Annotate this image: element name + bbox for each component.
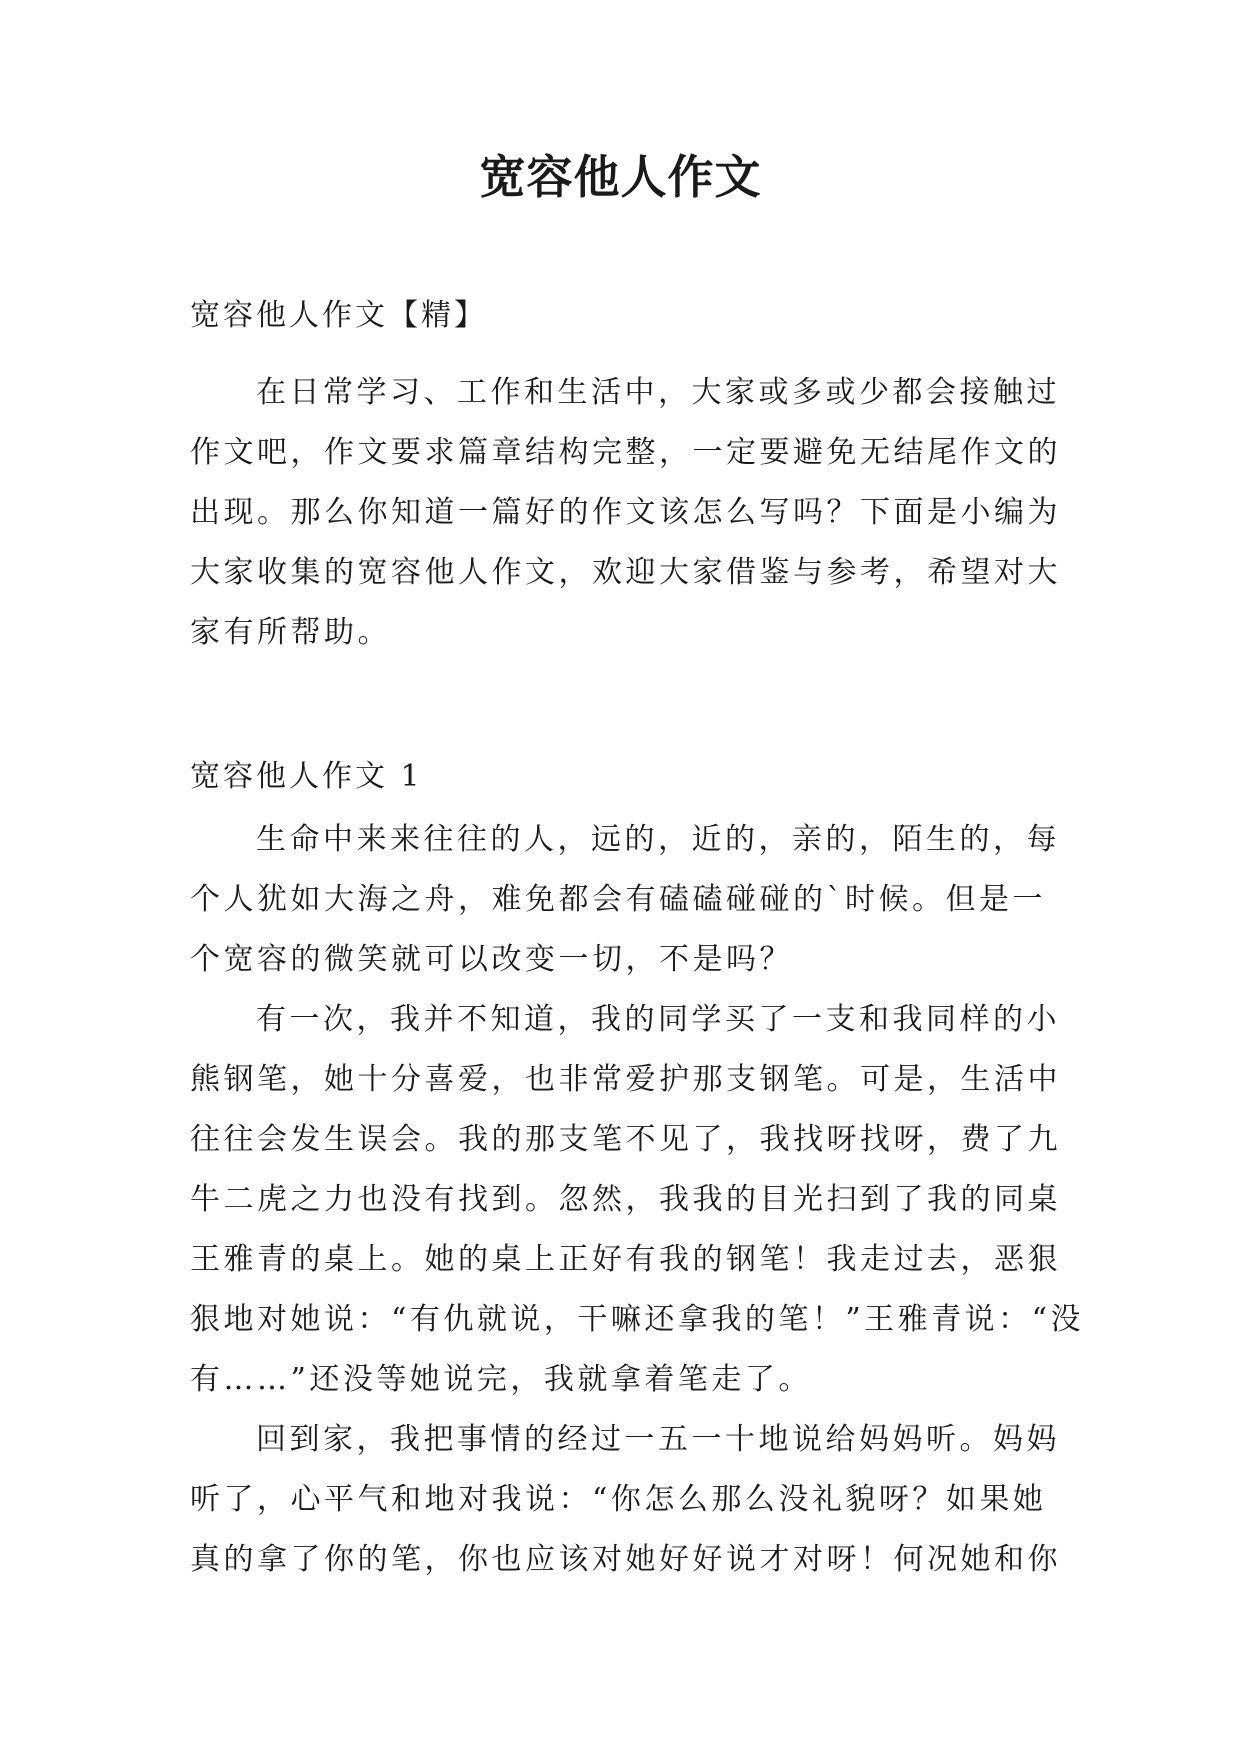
paragraph-line: 有一次，我并不知道，我的同学买了一支和我同样的小 xyxy=(256,1002,1060,1037)
paragraph-line: 有……”还没等她说完，我就拿着笔走了。 xyxy=(190,1362,812,1397)
section-heading: 宽容他人作文 1 xyxy=(190,759,423,794)
paragraph-line: 个人犹如大海之舟，难免都会有磕磕碰碰的`时候。但是一 xyxy=(190,882,1046,917)
paragraph-line: 真的拿了你的笔，你也应该对她好好说才对呀！何况她和你 xyxy=(190,1542,1061,1577)
paragraph-line: 回到家，我把事情的经过一五一十地说给妈妈听。妈妈 xyxy=(256,1422,1060,1457)
paragraph-3 xyxy=(190,1410,1060,1590)
intro-line: 大家收集的宽容他人作文，欢迎大家借鉴与参考，希望对大 xyxy=(190,555,1061,590)
intro-line: 家有所帮助。 xyxy=(190,615,391,650)
paragraph-line: 听了，心平气和地对我说：“你怎么那么没礼貌呀？如果她 xyxy=(190,1482,1047,1517)
paragraph-line: 王雅青的桌上。她的桌上正好有我的钢笔！我走过去，恶狠 xyxy=(190,1242,1061,1277)
intro-paragraph xyxy=(190,363,1060,663)
paragraph-line: 生命中来来往往的人，远的，近的，亲的，陌生的，每 xyxy=(256,822,1060,857)
paragraph-line: 狠地对她说：“有仇就说，干嘛还拿我的笔！”王雅青说：“没 xyxy=(190,1302,1085,1337)
paragraph-line: 个宽容的微笑就可以改变一切，不是吗？ xyxy=(190,942,793,977)
document-subtitle: 宽容他人作文【精】 xyxy=(190,298,487,333)
intro-line: 在日常学习、工作和生活中，大家或多或少都会接触过 xyxy=(256,375,1060,410)
paragraph-line: 熊钢笔，她十分喜爱，也非常爱护那支钢笔。可是，生活中 xyxy=(190,1062,1061,1097)
paragraph-1 xyxy=(190,810,1060,990)
paragraph-line: 牛二虎之力也没有找到。忽然，我我的目光扫到了我的同桌 xyxy=(190,1182,1061,1217)
paragraph-2 xyxy=(190,990,1085,1410)
document-title: 宽容他人作文 xyxy=(479,150,762,204)
intro-line: 出现。那么你知道一篇好的作文该怎么写吗？下面是小编为 xyxy=(190,495,1061,530)
intro-line: 作文吧，作文要求篇章结构完整，一定要避免无结尾作文的 xyxy=(190,435,1061,470)
paragraph-line: 往往会发生误会。我的那支笔不见了，我找呀找呀，费了九 xyxy=(190,1122,1061,1157)
